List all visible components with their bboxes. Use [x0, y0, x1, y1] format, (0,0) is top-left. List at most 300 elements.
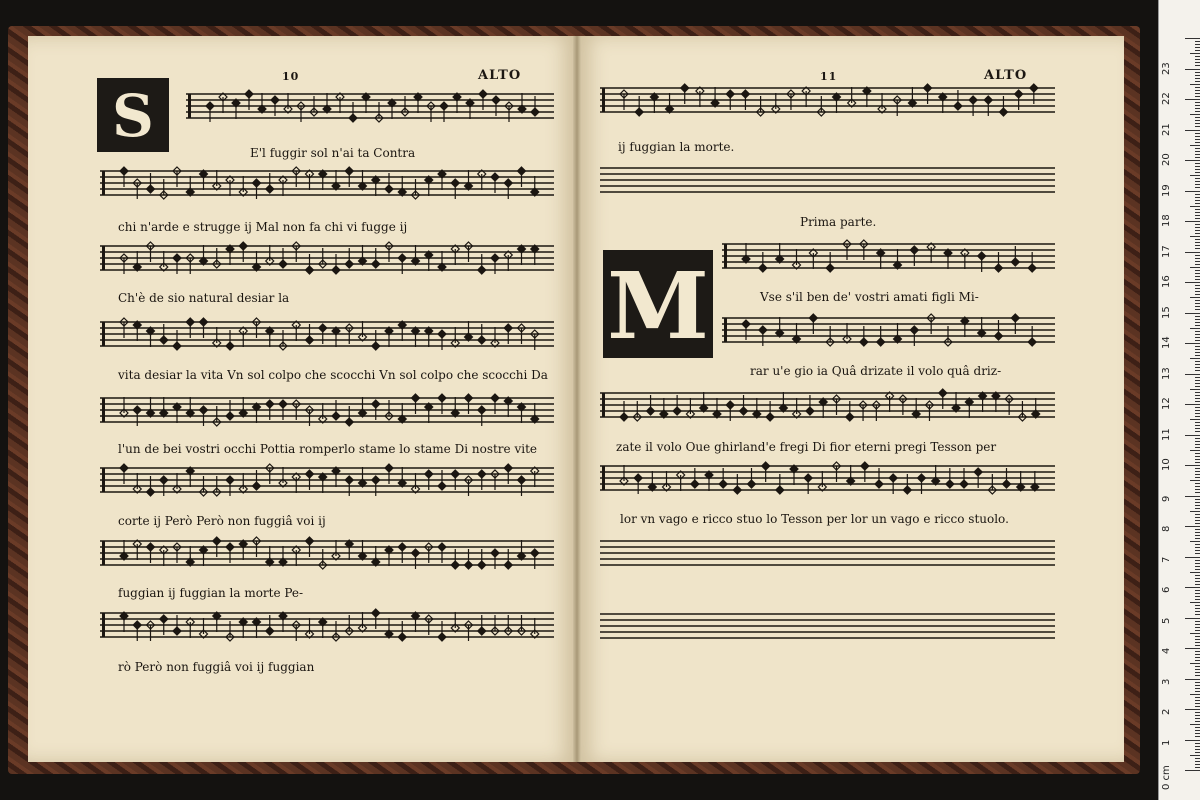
ruler-tick	[1195, 611, 1200, 612]
ruler-tick	[1195, 303, 1200, 304]
ruler-tick	[1195, 306, 1200, 307]
ruler-tick	[1185, 404, 1200, 405]
ruler-tick	[1195, 386, 1200, 387]
ruler-tick	[1195, 133, 1200, 134]
ruler-tick	[1195, 355, 1200, 356]
ruler-tick	[1195, 230, 1200, 231]
lyric-line: l'un de bei vostri occhi Pottia romperlo stame lo stame Di nostre vite	[118, 442, 537, 456]
ruler-tick	[1195, 401, 1200, 402]
book-gutter	[573, 36, 581, 762]
ruler-number: 16	[1161, 275, 1172, 288]
ruler-tick	[1195, 569, 1200, 570]
ruler-tick	[1195, 581, 1200, 582]
ruler-tick	[1195, 349, 1200, 350]
ruler-tick	[1195, 535, 1200, 536]
ruler-tick	[1195, 657, 1200, 658]
ruler-tick	[1195, 309, 1200, 310]
right-page-number: 11	[820, 70, 838, 83]
lyric-line: E'l fuggir sol n'ai ta Contra	[250, 146, 416, 160]
lyric-line: lor vn vago e ricco stuo lo Tesson per lor un vago e ricco stuolo.	[620, 512, 1009, 526]
empty-staff	[600, 162, 1055, 202]
ruler-number: 20	[1161, 153, 1172, 166]
ruler-tick	[1185, 679, 1200, 680]
ruler-tick	[1185, 770, 1200, 771]
music-staff	[100, 316, 554, 356]
ruler-tick	[1195, 224, 1200, 225]
ruler-tick	[1195, 764, 1200, 765]
ruler-tick	[1195, 172, 1200, 173]
ruler-tick	[1190, 541, 1200, 542]
ruler-tick	[1195, 93, 1200, 94]
music-staff	[600, 460, 1055, 500]
ruler-tick	[1190, 450, 1200, 451]
ruler-tick	[1195, 87, 1200, 88]
ruler-tick	[1195, 544, 1200, 545]
ruler-tick	[1195, 514, 1200, 515]
ruler-tick	[1195, 285, 1200, 286]
ruler-tick	[1195, 645, 1200, 646]
ruler-tick	[1190, 297, 1200, 298]
ruler-tick	[1195, 273, 1200, 274]
ruler-tick	[1190, 206, 1200, 207]
measurement-ruler	[1158, 0, 1200, 800]
ruler-tick	[1195, 492, 1200, 493]
ruler-tick	[1195, 520, 1200, 521]
ruler-tick	[1195, 151, 1200, 152]
ruler-tick	[1190, 267, 1200, 268]
ruler-tick	[1185, 313, 1200, 314]
ruler-tick	[1195, 624, 1200, 625]
ruler-tick	[1195, 227, 1200, 228]
ruler-tick	[1195, 456, 1200, 457]
ruler-tick	[1195, 239, 1200, 240]
ruler-tick	[1190, 663, 1200, 664]
ruler-tick	[1195, 675, 1200, 676]
ruler-tick	[1195, 453, 1200, 454]
ruler-tick	[1190, 236, 1200, 237]
ruler-tick	[1195, 184, 1200, 185]
lyric-line: corte ij Però Però non fuggiâ voi ij	[118, 514, 326, 528]
ruler-tick	[1195, 508, 1200, 509]
ruler-number: 12	[1161, 397, 1172, 410]
ruler-tick	[1195, 398, 1200, 399]
ruler-tick	[1185, 557, 1200, 558]
ruler-tick	[1195, 550, 1200, 551]
section-title: Prima parte.	[800, 215, 877, 229]
ruler-number: 2	[1161, 708, 1172, 715]
ruler-tick	[1195, 499, 1200, 500]
ruler-tick	[1195, 163, 1200, 164]
ruler-tick	[1190, 602, 1200, 603]
ruler-tick	[1185, 252, 1200, 253]
ruler-number: 4	[1161, 647, 1172, 654]
ruler-tick	[1190, 145, 1200, 146]
ruler-tick	[1195, 672, 1200, 673]
ruler-number: 18	[1161, 214, 1172, 227]
ruler-tick	[1195, 584, 1200, 585]
ruler-number: 23	[1161, 61, 1172, 75]
ruler-tick	[1195, 529, 1200, 530]
ruler-tick	[1195, 322, 1200, 323]
ruler-tick	[1195, 718, 1200, 719]
music-staff	[100, 240, 554, 280]
ruler-tick	[1195, 291, 1200, 292]
ruler-tick	[1195, 483, 1200, 484]
ruler-tick	[1195, 136, 1200, 137]
ruler-number: 10	[1161, 458, 1172, 471]
ruler-tick	[1190, 755, 1200, 756]
ruler-number: 7	[1161, 556, 1172, 563]
ruler-tick	[1185, 130, 1200, 131]
ruler-tick	[1185, 160, 1200, 161]
ruler-tick	[1195, 486, 1200, 487]
ruler-tick	[1195, 50, 1200, 51]
ruler-tick	[1195, 627, 1200, 628]
ruler-tick	[1195, 288, 1200, 289]
ruler-tick	[1195, 682, 1200, 683]
ruler-tick	[1195, 730, 1200, 731]
ruler-tick	[1185, 496, 1200, 497]
ruler-tick	[1195, 105, 1200, 106]
ruler-tick	[1195, 258, 1200, 259]
ruler-tick	[1195, 233, 1200, 234]
ruler-tick	[1195, 532, 1200, 533]
ruler-tick	[1190, 358, 1200, 359]
ruler-tick	[1185, 99, 1200, 100]
ruler-tick	[1195, 727, 1200, 728]
left-page-number: 10	[282, 70, 300, 83]
ruler-tick	[1195, 697, 1200, 698]
ruler-tick	[1195, 197, 1200, 198]
ruler-tick	[1185, 526, 1200, 527]
ruler-tick	[1195, 428, 1200, 429]
ruler-tick	[1195, 575, 1200, 576]
ruler-tick	[1195, 59, 1200, 60]
ruler-tick	[1195, 75, 1200, 76]
ruler-tick	[1190, 389, 1200, 390]
ruler-tick	[1195, 441, 1200, 442]
ruler-tick	[1195, 72, 1200, 73]
ruler-tick	[1195, 111, 1200, 112]
ruler-tick	[1195, 325, 1200, 326]
ruler-tick	[1195, 78, 1200, 79]
ruler-tick	[1195, 212, 1200, 213]
ruler-tick	[1195, 44, 1200, 45]
lyric-line: vita desiar la vita Vn sol colpo che scocchi Vn sol colpo che scocchi Da	[118, 368, 548, 382]
ruler-tick	[1195, 563, 1200, 564]
ruler-tick	[1195, 715, 1200, 716]
music-staff	[100, 535, 554, 575]
ruler-tick	[1195, 346, 1200, 347]
ruler-tick	[1190, 419, 1200, 420]
ruler-tick	[1195, 706, 1200, 707]
ruler-tick	[1195, 599, 1200, 600]
ruler-tick	[1195, 139, 1200, 140]
initial-letter: S	[112, 82, 154, 150]
ruler-tick	[1195, 517, 1200, 518]
ruler-tick	[1195, 746, 1200, 747]
ruler-tick	[1195, 471, 1200, 472]
ruler-unit-label: 0 cm	[1161, 765, 1172, 790]
ruler-tick	[1195, 370, 1200, 371]
ruler-tick	[1195, 380, 1200, 381]
music-staff	[186, 88, 554, 128]
ruler-tick	[1185, 435, 1200, 436]
ruler-tick	[1195, 660, 1200, 661]
ruler-tick	[1195, 331, 1200, 332]
ruler-tick	[1195, 608, 1200, 609]
left-voice-label: ALTO	[478, 68, 522, 83]
ruler-tick	[1195, 462, 1200, 463]
ruler-tick	[1195, 425, 1200, 426]
music-staff	[600, 387, 1055, 427]
ruler-tick	[1195, 178, 1200, 179]
ruler-tick	[1195, 447, 1200, 448]
ruler-tick	[1195, 367, 1200, 368]
ruler-tick	[1195, 270, 1200, 271]
ruler-tick	[1195, 477, 1200, 478]
ruler-tick	[1195, 395, 1200, 396]
music-staff	[100, 392, 554, 432]
ruler-tick	[1195, 203, 1200, 204]
ruler-tick	[1195, 749, 1200, 750]
ruler-tick	[1195, 410, 1200, 411]
ruler-tick	[1195, 502, 1200, 503]
ruler-tick	[1195, 721, 1200, 722]
music-staff	[100, 462, 554, 502]
ruler-tick	[1195, 169, 1200, 170]
ruler-tick	[1195, 566, 1200, 567]
ruler-tick	[1195, 733, 1200, 734]
decorated-initial-m	[603, 250, 713, 358]
ruler-tick	[1195, 651, 1200, 652]
music-staff	[722, 238, 1055, 278]
ruler-tick	[1195, 248, 1200, 249]
ruler-tick	[1195, 407, 1200, 408]
ruler-tick	[1195, 90, 1200, 91]
ruler-tick	[1195, 242, 1200, 243]
lyric-line: ij fuggian la morte.	[618, 140, 735, 154]
ruler-tick	[1195, 614, 1200, 615]
ruler-tick	[1195, 758, 1200, 759]
ruler-tick	[1195, 200, 1200, 201]
ruler-tick	[1185, 740, 1200, 741]
music-staff	[100, 165, 554, 205]
ruler-tick	[1195, 474, 1200, 475]
ruler-tick	[1195, 41, 1200, 42]
ruler-tick	[1195, 666, 1200, 667]
ruler-tick	[1195, 126, 1200, 127]
ruler-tick	[1195, 264, 1200, 265]
ruler-tick	[1195, 761, 1200, 762]
lyric-line: Ch'è de sio natural desiar la	[118, 291, 290, 305]
ruler-tick	[1195, 294, 1200, 295]
ruler-tick	[1195, 352, 1200, 353]
lyric-line: zate il volo Oue ghirland'e fregi Di fior eterni pregi Tesson per	[616, 440, 997, 454]
ruler-number: 8	[1161, 525, 1172, 532]
ruler-tick	[1185, 374, 1200, 375]
ruler-tick	[1195, 422, 1200, 423]
ruler-tick	[1195, 255, 1200, 256]
ruler-tick	[1195, 377, 1200, 378]
ruler-tick	[1185, 343, 1200, 344]
ruler-number: 6	[1161, 586, 1172, 593]
ruler-tick	[1185, 618, 1200, 619]
ruler-number: 22	[1161, 92, 1172, 105]
ruler-tick	[1195, 590, 1200, 591]
ruler-number: 11	[1161, 427, 1172, 441]
ruler-tick	[1190, 724, 1200, 725]
ruler-tick	[1190, 694, 1200, 695]
ruler-tick	[1190, 480, 1200, 481]
ruler-tick	[1195, 688, 1200, 689]
ruler-tick	[1195, 560, 1200, 561]
ruler-tick	[1195, 654, 1200, 655]
ruler-tick	[1195, 547, 1200, 548]
ruler-tick	[1195, 81, 1200, 82]
ruler-number: 17	[1161, 244, 1172, 258]
ruler-tick	[1195, 56, 1200, 57]
right-voice-label: ALTO	[984, 68, 1028, 83]
ruler-tick	[1195, 334, 1200, 335]
ruler-tick	[1195, 166, 1200, 167]
empty-staff	[600, 535, 1055, 575]
ruler-tick	[1195, 108, 1200, 109]
ruler-tick	[1195, 120, 1200, 121]
lyric-line: rar u'e gio ia Quâ drizate il volo quâ driz-	[750, 364, 1002, 378]
ruler-tick	[1190, 572, 1200, 573]
ruler-tick	[1195, 337, 1200, 338]
ruler-tick	[1185, 191, 1200, 192]
ruler-tick	[1195, 300, 1200, 301]
ruler-tick	[1195, 181, 1200, 182]
ruler-tick	[1190, 511, 1200, 512]
ruler-tick	[1195, 505, 1200, 506]
ruler-tick	[1190, 175, 1200, 176]
ruler-tick	[1195, 736, 1200, 737]
ruler-tick	[1195, 123, 1200, 124]
ruler-tick	[1195, 319, 1200, 320]
ruler-tick	[1195, 245, 1200, 246]
decorated-initial-s	[97, 78, 169, 152]
ruler-tick	[1195, 416, 1200, 417]
music-staff	[722, 312, 1055, 352]
ruler-tick	[1195, 523, 1200, 524]
ruler-number: 9	[1161, 495, 1172, 502]
ruler-tick	[1195, 685, 1200, 686]
ruler-tick	[1195, 413, 1200, 414]
empty-staff	[600, 608, 1055, 648]
ruler-tick	[1195, 538, 1200, 539]
ruler-tick	[1195, 468, 1200, 469]
ruler-tick	[1195, 712, 1200, 713]
ruler-tick	[1195, 593, 1200, 594]
ruler-number: 3	[1161, 678, 1172, 685]
ruler-tick	[1195, 596, 1200, 597]
ruler-tick	[1195, 636, 1200, 637]
ruler-tick	[1190, 84, 1200, 85]
ruler-tick	[1195, 431, 1200, 432]
ruler-tick	[1195, 639, 1200, 640]
ruler-tick	[1195, 459, 1200, 460]
ruler-tick	[1195, 218, 1200, 219]
ruler-tick	[1195, 553, 1200, 554]
ruler-tick	[1190, 328, 1200, 329]
ruler-tick	[1195, 642, 1200, 643]
ruler-tick	[1195, 340, 1200, 341]
ruler-tick	[1185, 587, 1200, 588]
ruler-tick	[1195, 96, 1200, 97]
ruler-tick	[1195, 489, 1200, 490]
ruler-tick	[1195, 187, 1200, 188]
ruler-tick	[1195, 62, 1200, 63]
ruler-number: 14	[1161, 336, 1172, 349]
music-staff	[100, 607, 554, 647]
ruler-tick	[1190, 633, 1200, 634]
ruler-tick	[1195, 215, 1200, 216]
ruler-tick	[1185, 38, 1200, 39]
ruler-tick	[1195, 392, 1200, 393]
ruler-tick	[1195, 47, 1200, 48]
ruler-tick	[1195, 691, 1200, 692]
ruler-tick	[1185, 465, 1200, 466]
ruler-tick	[1195, 209, 1200, 210]
ruler-tick	[1195, 157, 1200, 158]
ruler-tick	[1195, 261, 1200, 262]
ruler-tick	[1195, 383, 1200, 384]
ruler-tick	[1195, 743, 1200, 744]
ruler-tick	[1185, 69, 1200, 70]
ruler-number: 13	[1161, 366, 1172, 380]
ruler-tick	[1185, 648, 1200, 649]
ruler-tick	[1195, 65, 1200, 66]
ruler-number: 15	[1161, 305, 1172, 319]
initial-letter: M	[607, 252, 709, 360]
ruler-tick	[1195, 605, 1200, 606]
ruler-tick	[1195, 316, 1200, 317]
ruler-tick	[1185, 221, 1200, 222]
ruler-tick	[1185, 282, 1200, 283]
ruler-tick	[1195, 117, 1200, 118]
ruler-tick	[1190, 114, 1200, 115]
ruler-tick	[1195, 148, 1200, 149]
music-staff	[600, 82, 1055, 122]
ruler-tick	[1195, 621, 1200, 622]
lyric-line: rò Però non fuggiâ voi ij fuggian	[118, 660, 315, 674]
ruler-tick	[1195, 438, 1200, 439]
ruler-number: 1	[1161, 739, 1172, 746]
ruler-tick	[1195, 767, 1200, 768]
ruler-tick	[1190, 53, 1200, 54]
lyric-line: chi n'arde e strugge ij Mal non fa chi vi fugge ij	[118, 220, 408, 234]
ruler-number: 5	[1161, 617, 1172, 624]
ruler-tick	[1195, 444, 1200, 445]
ruler-tick	[1185, 709, 1200, 710]
ruler-tick	[1195, 669, 1200, 670]
ruler-tick	[1195, 102, 1200, 103]
ruler-number: 19	[1161, 183, 1172, 197]
ruler-tick	[1195, 752, 1200, 753]
ruler-tick	[1195, 279, 1200, 280]
ruler-tick	[1195, 364, 1200, 365]
ruler-tick	[1195, 578, 1200, 579]
ruler-tick	[1195, 703, 1200, 704]
lyric-line: fuggian ij fuggian la morte Pe-	[118, 586, 304, 600]
ruler-tick	[1195, 276, 1200, 277]
ruler-tick	[1195, 194, 1200, 195]
ruler-tick	[1195, 154, 1200, 155]
ruler-tick	[1195, 630, 1200, 631]
